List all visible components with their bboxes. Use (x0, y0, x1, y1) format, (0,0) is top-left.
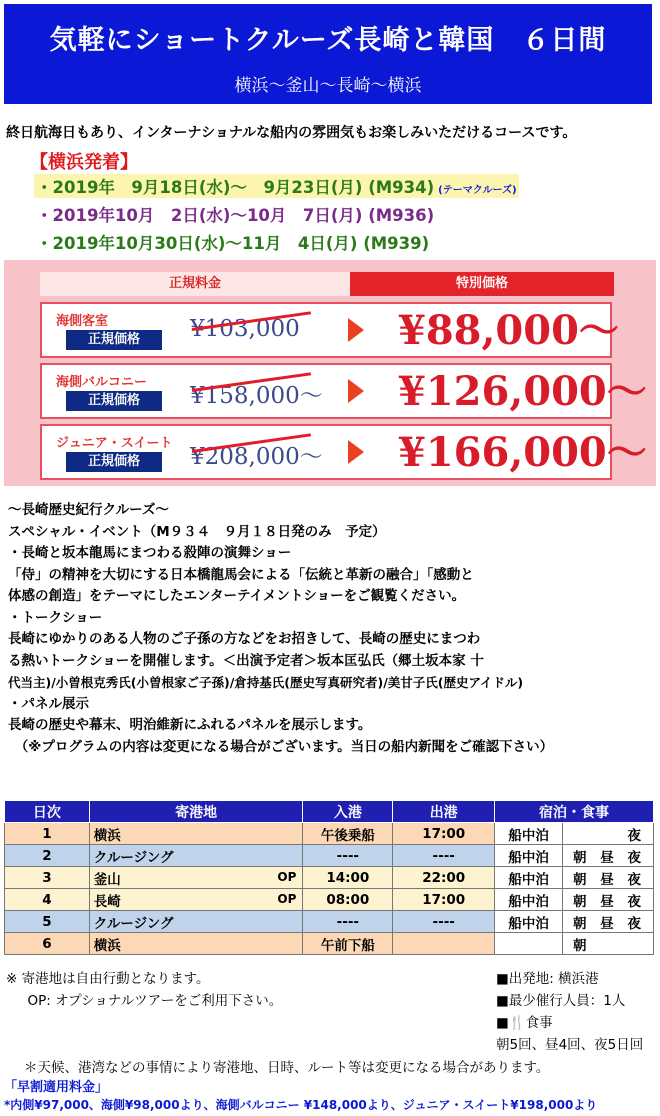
route-subtitle: 横浜～釜山～長崎～横浜 (234, 76, 422, 96)
table-row (5, 911, 654, 933)
meal-cell (563, 911, 654, 933)
min-participants: ■最少催行人員：1人 (496, 993, 626, 1009)
day-cell: 1 (5, 823, 90, 845)
arrive-cell: 08:00 (303, 889, 393, 911)
header-day: 日次 (5, 801, 90, 823)
page-header (4, 4, 652, 104)
header-port: 寄港地 (89, 801, 303, 823)
theme-cruise-note: (テーマクルーズ) (438, 185, 517, 196)
regular-price-tag: 正規価格 (66, 330, 162, 350)
arrive-cell: ---- (303, 845, 393, 867)
op-badge: OP (277, 892, 297, 906)
port-cell (89, 823, 303, 845)
meal-cell (563, 933, 654, 955)
meals-count: 朝5回、昼4回、夜5日回 (496, 1037, 644, 1053)
event-line: ・パネル展示 (8, 695, 89, 712)
arrow-right-icon (348, 379, 364, 403)
special-price-header: 特別価格 (350, 272, 614, 296)
day-cell: 5 (5, 911, 90, 933)
meal-cell (563, 867, 654, 889)
header-depart: 出港 (393, 801, 495, 823)
dinner: 夜 (627, 915, 643, 932)
port-cell (89, 845, 303, 867)
day-cell: 6 (5, 933, 90, 955)
departure-date-2: ・2019年10月 2日(水)～10月 7日(月) (M936) (36, 206, 435, 225)
note-line: OP: オプショナルツアーをご利用下さい。 (6, 993, 283, 1009)
meal-cell (563, 889, 654, 911)
stay-cell: 船中泊 (495, 867, 563, 889)
day-cell: 3 (5, 867, 90, 889)
port-name: 長崎 (93, 893, 121, 910)
stay-cell: 船中泊 (495, 889, 563, 911)
notes (6, 968, 282, 1012)
sale-price: ¥88,000～ (398, 307, 619, 354)
early-discount-title: 「早割適用料金」 (4, 1080, 109, 1095)
event-line: 長崎にゆかりのある人物のご子孫の方などをお招きして、長崎の歴史にまつわ (8, 631, 481, 647)
breakfast: 朝 (573, 893, 589, 910)
port-name: クルージング (93, 915, 174, 932)
header-arrive: 入港 (303, 801, 393, 823)
event-line: スペシャル・イベント（M９３４ ９月１８日発のみ 予定） (8, 523, 386, 540)
arrive-cell: ---- (303, 911, 393, 933)
breakfast: 朝 (573, 849, 589, 866)
depart-cell: ---- (393, 845, 495, 867)
depart-cell: 17:00 (393, 823, 495, 845)
sale-price: ¥126,000～ (398, 368, 647, 415)
depart-cell (393, 933, 495, 955)
port-cell (89, 933, 303, 955)
stay-cell: 船中泊 (495, 911, 563, 933)
page-title: 気軽にショートクルーズ長崎と韓国 ６日間 (49, 25, 607, 56)
stay-cell (495, 933, 563, 955)
early-discount-prices: *内側¥97,000、海側¥98,000より、海側バルコニー ¥148,000より、ジュニア・スイート¥198,000より (4, 1098, 598, 1112)
port-cell (89, 867, 303, 889)
table-row (5, 889, 654, 911)
event-line: 体感の創造」をテーマにしたエンターテイメントショーをご観覧ください。 (8, 588, 466, 604)
regular-price-header: 正規料金 (40, 272, 350, 296)
departure-date-3: ・2019年10月30日(水)～11月 4日(月) (M939) (36, 234, 430, 253)
day-cell: 2 (5, 845, 90, 867)
note-line: ※ 寄港地は自由行動となります。 (6, 971, 210, 987)
table-row (5, 845, 654, 867)
event-line: ・長崎と坂本龍馬にまつわる殺陣の演舞ショー (8, 545, 292, 561)
arrow-right-icon (348, 440, 364, 464)
port-name: クルージング (93, 849, 174, 866)
meal-cell (563, 845, 654, 867)
port-name: 横浜 (93, 827, 121, 844)
price-row (40, 302, 619, 358)
port-cell (89, 889, 303, 911)
lunch: 昼 (600, 915, 616, 932)
event-line: 代当主)/小曽根克秀氏(小曽根家ご子孫)/倉持基氏(歴史写真研究者)/美甘子氏(歴史アイドル) (8, 675, 524, 690)
meals-label: ■🍴食事 (496, 1015, 553, 1031)
original-price: ¥158,000～ (190, 383, 323, 409)
port-cell (89, 911, 303, 933)
table-row (5, 823, 654, 845)
departure-date-text: ・2019年 9月18日(水)～ 9月23日(月) (M934) (36, 178, 435, 197)
day-cell: 4 (5, 889, 90, 911)
room-type: ジュニア・スイート (56, 436, 173, 451)
change-warning: ＊天候、港湾などの事情により寄港地、日時、ルート等は変更になる場合があります。 (24, 1060, 550, 1076)
breakfast: 朝 (573, 915, 589, 932)
room-type: 海側客室 (56, 314, 109, 329)
tour-info (496, 968, 643, 1056)
lunch: 昼 (600, 871, 616, 888)
room-type: 海側バルコニー (56, 375, 148, 390)
meal-cell (563, 823, 654, 845)
breakfast: 朝 (573, 937, 589, 954)
event-line: 「侍」の精神を大切にする日本橋龍馬会による「伝統と革新の融合」「感動と (8, 566, 474, 583)
dinner: 夜 (627, 849, 643, 866)
arrive-cell: 午前下船 (303, 933, 393, 955)
op-badge: OP (277, 870, 297, 884)
original-price: ¥103,000 (190, 316, 300, 342)
price-panel (4, 260, 656, 486)
port-name: 釜山 (93, 871, 121, 888)
departure-date-1 (34, 174, 519, 198)
depart-cell: 17:00 (393, 889, 495, 911)
sale-price: ¥166,000～ (398, 429, 647, 476)
lunch: 昼 (600, 893, 616, 910)
arrive-cell: 14:00 (303, 867, 393, 889)
original-price: ¥208,000～ (190, 444, 323, 470)
regular-price-tag: 正規価格 (66, 452, 162, 472)
arrow-right-icon (348, 318, 364, 342)
regular-price-tag: 正規価格 (66, 391, 162, 411)
dinner: 夜 (627, 871, 643, 888)
event-line: る熱いトークショーを開催します。＜出演予定者＞坂本匡弘氏（郷土坂本家 十 (8, 652, 484, 669)
port-name: 横浜 (93, 937, 121, 954)
stay-cell: 船中泊 (495, 823, 563, 845)
depart-cell: 22:00 (393, 867, 495, 889)
dinner: 夜 (627, 893, 643, 910)
breakfast: 朝 (573, 871, 589, 888)
lunch: 昼 (600, 849, 616, 866)
stay-cell: 船中泊 (495, 845, 563, 867)
departure-info: ■出発地: 横浜港 (496, 971, 599, 987)
price-row (40, 424, 647, 480)
table-row (5, 867, 654, 889)
price-row (40, 363, 647, 419)
event-description (8, 500, 656, 758)
event-line: （※プログラムの内容は変更になる場合がございます。当日の船内新聞をご確認下さい） (8, 738, 554, 755)
arrive-cell: 午後乗船 (303, 823, 393, 845)
dinner: 夜 (627, 827, 643, 844)
header-stay-meals: 宿泊・食事 (495, 801, 654, 823)
table-row (5, 933, 654, 955)
itinerary-table (4, 800, 654, 955)
event-line: 長崎の歴史や幕末、明治維新にふれるパネルを展示します。 (8, 717, 372, 733)
intro-text: 終日航海日もあり、インターナショナルな船内の雰囲気もお楽しみいただけるコースです。 (6, 125, 577, 141)
event-line: ～長崎歴史紀行クルーズ～ (8, 502, 169, 518)
event-line: ・トークショー (8, 609, 103, 626)
departure-label: 【横浜発着】 (30, 152, 138, 173)
depart-cell: ---- (393, 911, 495, 933)
